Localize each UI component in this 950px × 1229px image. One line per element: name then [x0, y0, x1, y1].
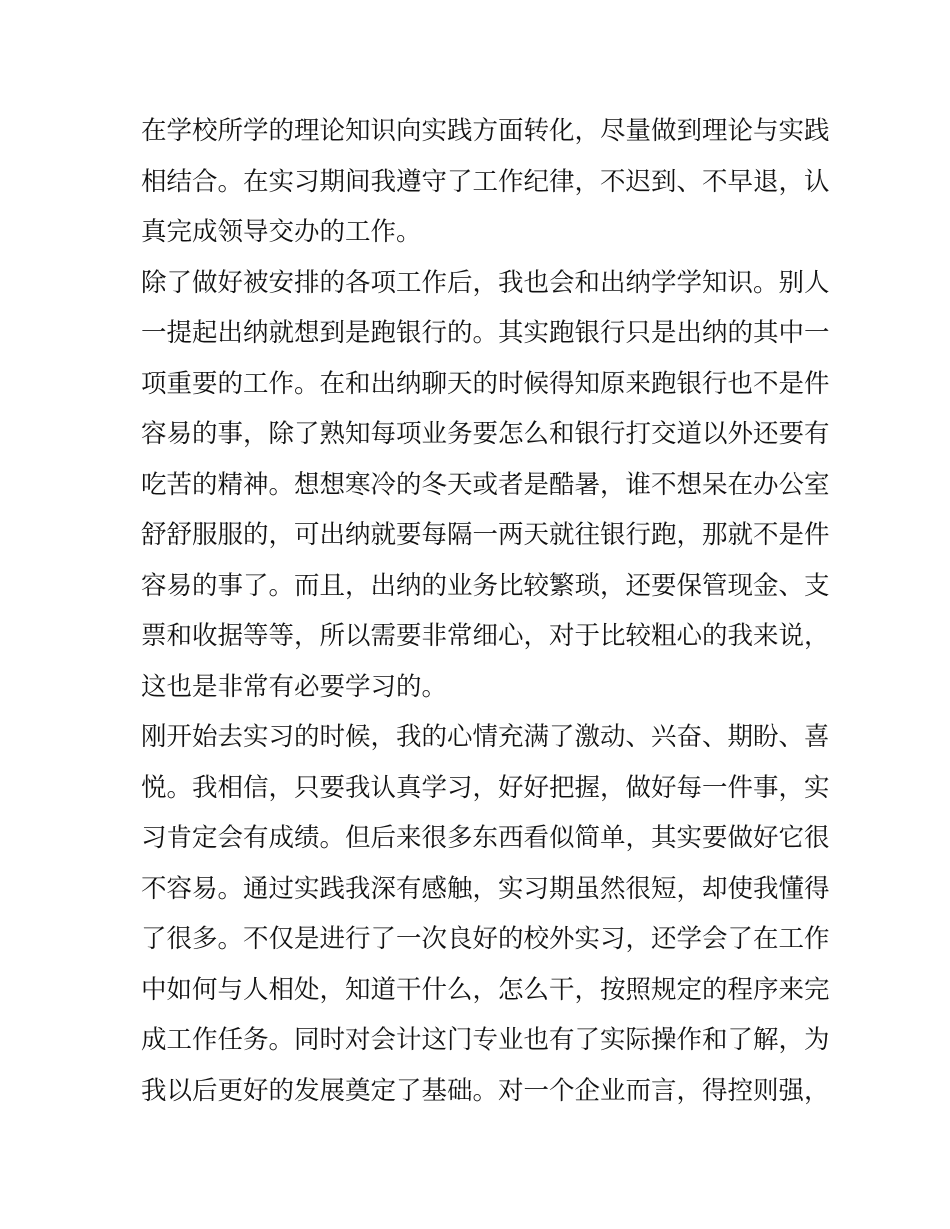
text-line: 一提起出纳就想到是跑银行的。其实跑银行只是出纳的其中一 — [141, 318, 830, 348]
text-line: 了很多。不仅是进行了一次良好的校外实习，还学会了在工作 — [141, 924, 830, 954]
text-line: 这也是非常有必要学习的。 — [141, 671, 448, 702]
text-line: 中如何与人相处，知道干什么，怎么干，按照规定的程序来完 — [141, 974, 830, 1005]
paragraph-3 — [141, 712, 830, 1116]
text-line: 在学校所学的理论知识向实践方面转化，尽量做到理论与实践 — [141, 116, 830, 146]
text-line: 票和收据等等，所以需要非常细心，对于比较粗心的我来说， — [141, 621, 830, 651]
text-line: 不容易。通过实践我深有感触，实习期虽然很短，却使我懂得 — [141, 873, 830, 904]
text-line: 项重要的工作。在和出纳聊天的时候得知原来跑银行也不是件 — [141, 368, 830, 399]
paragraph-1 — [141, 106, 830, 258]
paragraph-2 — [141, 258, 830, 713]
text-line: 容易的事了。而且，出纳的业务比较繁琐，还要保管现金、支 — [141, 570, 830, 601]
text-line: 真完成领导交办的工作。 — [141, 217, 422, 247]
text-line: 悦。我相信，只要我认真学习，好好把握，做好每一件事，实 — [141, 772, 830, 803]
text-line: 相结合。在实习期间我遵守了工作纪律，不迟到、不早退，认 — [141, 166, 830, 197]
text-line: 我以后更好的发展奠定了基础。对一个企业而言，得控则强， — [141, 1075, 830, 1106]
text-line: 成工作任务。同时对会计这门专业也有了实际操作和了解，为 — [141, 1025, 830, 1055]
text-line: 习肯定会有成绩。但后来很多东西看似简单，其实要做好它很 — [141, 823, 830, 853]
body-text — [141, 106, 830, 1116]
text-line: 吃苦的精神。想想寒冷的冬天或者是酷暑，谁不想呆在办公室 — [141, 469, 830, 500]
text-line: 舒舒服服的，可出纳就要每隔一两天就往银行跑，那就不是件 — [141, 520, 830, 550]
text-line: 除了做好被安排的各项工作后，我也会和出纳学学知识。别人 — [141, 267, 830, 298]
text-line: 刚开始去实习的时候，我的心情充满了激动、兴奋、期盼、喜 — [141, 722, 830, 752]
text-line: 容易的事，除了熟知每项业务要怎么和银行打交道以外还要有 — [141, 419, 830, 449]
